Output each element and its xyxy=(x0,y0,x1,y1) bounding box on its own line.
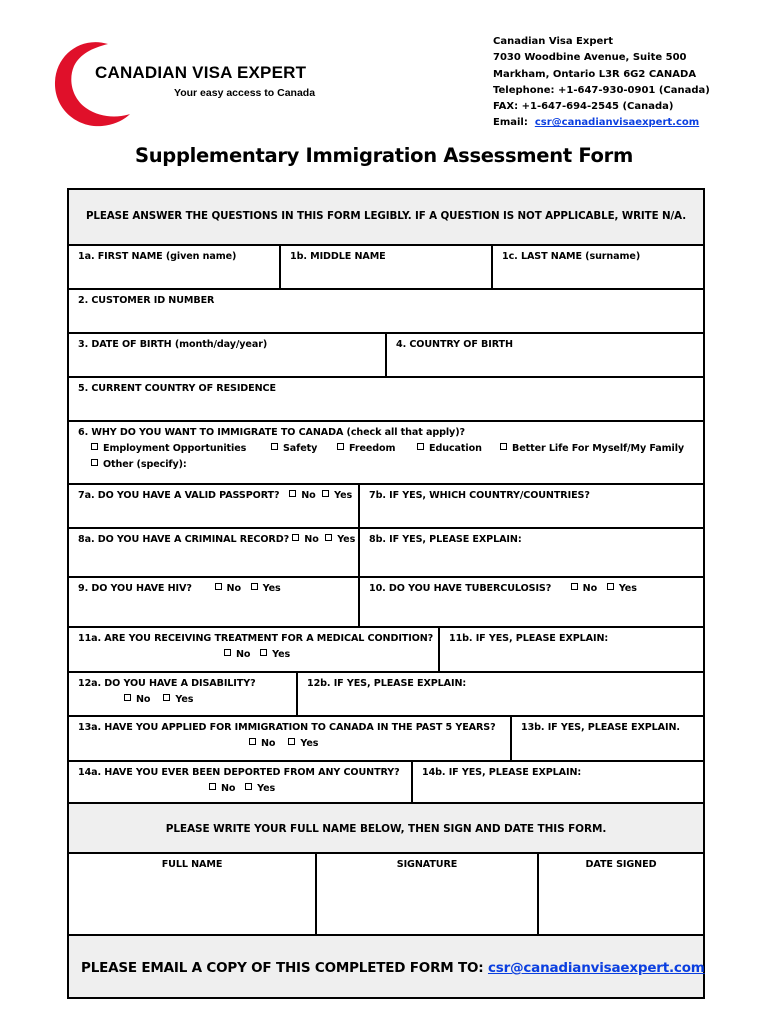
deported-row xyxy=(69,762,703,804)
last-name-label: 1c. LAST NAME (surname) xyxy=(502,251,641,262)
signature-label: SIGNATURE xyxy=(396,859,458,870)
full-name-field[interactable] xyxy=(69,854,317,934)
full-name-label: FULL NAME xyxy=(161,859,223,870)
contact-street: 7030 Woodbine Avenue, Suite 500 xyxy=(493,52,687,64)
tuberculosis-label: 10. DO YOU HAVE TUBERCULOSIS? xyxy=(369,583,552,594)
hiv-label: 9. DO YOU HAVE HIV? xyxy=(78,583,192,594)
checkbox-icon[interactable] xyxy=(337,443,344,450)
yes-label: Yes xyxy=(175,693,194,705)
contact-fax: FAX: +1-647-694-2545 (Canada) xyxy=(493,101,674,113)
hiv-question xyxy=(69,578,360,626)
option-safety[interactable] xyxy=(271,441,337,457)
contact-telephone: Telephone: +1-647-930-0901 (Canada) xyxy=(493,84,710,96)
deported-explain-field[interactable] xyxy=(413,762,703,802)
checkbox-icon[interactable] xyxy=(289,490,296,497)
checkbox-icon[interactable] xyxy=(245,783,252,790)
last-name-field[interactable] xyxy=(493,246,703,288)
disability-row xyxy=(69,673,703,717)
option-freedom[interactable] xyxy=(337,441,417,457)
footer-row xyxy=(69,936,703,997)
no-label: No xyxy=(304,534,319,545)
checkbox-icon[interactable] xyxy=(209,783,216,790)
birth-row xyxy=(69,334,703,378)
yes-label: Yes xyxy=(272,648,291,660)
no-label: No xyxy=(301,490,316,501)
no-label: No xyxy=(221,782,236,794)
tuberculosis-question xyxy=(360,578,703,626)
hiv-tb-row xyxy=(69,578,703,628)
yes-label: Yes xyxy=(618,583,637,594)
contact-email-label: Email: xyxy=(493,117,528,129)
option-other-label: Other (specify): xyxy=(103,459,187,470)
medical-explain-label: 11b. IF YES, PLEASE EXPLAIN: xyxy=(449,633,609,644)
date-of-birth-field[interactable] xyxy=(69,334,387,376)
date-signed-label: DATE SIGNED xyxy=(585,859,657,870)
checkbox-icon[interactable] xyxy=(215,583,222,590)
contact-company: Canadian Visa Expert xyxy=(493,36,613,47)
checkbox-icon[interactable] xyxy=(571,583,578,590)
checkbox-icon[interactable] xyxy=(271,443,278,450)
date-of-birth-label: 3. DATE OF BIRTH (month/day/year) xyxy=(78,339,268,350)
yes-label: Yes xyxy=(262,583,281,594)
checkbox-icon[interactable] xyxy=(288,738,295,745)
yes-label: Yes xyxy=(300,737,319,749)
checkbox-icon[interactable] xyxy=(124,694,131,701)
footer-label: PLEASE EMAIL A COPY OF THIS COMPLETED FORM TO: xyxy=(81,960,484,976)
middle-name-field[interactable] xyxy=(281,246,493,288)
contact-address-block xyxy=(493,34,710,132)
country-of-birth-field[interactable] xyxy=(387,334,703,376)
option-better-life[interactable] xyxy=(500,441,684,457)
immigration-reasons-row xyxy=(69,422,703,485)
yes-label: Yes xyxy=(334,490,353,501)
country-of-birth-label: 4. COUNTRY OF BIRTH xyxy=(396,339,513,350)
medical-explain-field[interactable] xyxy=(440,628,703,671)
criminal-record-row xyxy=(69,529,703,578)
deported-label: 14a. HAVE YOU EVER BEEN DEPORTED FROM ANY COUNTRY? xyxy=(78,767,400,778)
checkbox-icon[interactable] xyxy=(322,490,329,497)
passport-label: 7a. DO YOU HAVE A VALID PASSPORT? xyxy=(78,490,280,501)
assessment-form xyxy=(67,188,705,999)
customer-id-label: 2. CUSTOMER ID NUMBER xyxy=(78,295,215,306)
customer-id-field[interactable] xyxy=(69,290,703,334)
brand-name: CANADIAN VISA EXPERT xyxy=(95,63,307,82)
checkbox-icon[interactable] xyxy=(325,534,332,541)
previous-application-explain-field[interactable] xyxy=(512,717,703,760)
option-education[interactable] xyxy=(417,441,500,457)
disability-explain-label: 12b. IF YES, PLEASE EXPLAIN: xyxy=(307,678,467,689)
immigration-reasons-label: 6. WHY DO YOU WANT TO IMMIGRATE TO CANADA (check all that apply)? xyxy=(78,427,465,438)
option-better-life-label: Better Life For Myself/My Family xyxy=(512,443,685,454)
contact-city: Markham, Ontario L3R 6G2 CANADA xyxy=(493,68,697,80)
contact-email-line xyxy=(493,115,710,131)
disability-label: 12a. DO YOU HAVE A DISABILITY? xyxy=(78,678,256,689)
first-name-field[interactable] xyxy=(69,246,281,288)
previous-application-question xyxy=(69,717,512,760)
option-other[interactable] xyxy=(91,457,187,473)
option-freedom-label: Freedom xyxy=(349,443,396,454)
middle-name-label: 1b. MIDDLE NAME xyxy=(290,251,386,262)
passport-question xyxy=(69,485,360,527)
signature-row xyxy=(69,854,703,936)
checkbox-icon[interactable] xyxy=(91,459,98,466)
yes-label: Yes xyxy=(337,534,356,545)
names-row xyxy=(69,246,703,290)
no-label: No xyxy=(236,648,251,660)
option-education-label: Education xyxy=(429,443,482,454)
disability-question xyxy=(69,673,298,715)
first-name-label: 1a. FIRST NAME (given name) xyxy=(78,251,237,262)
passport-countries-label: 7b. IF YES, WHICH COUNTRY/COUNTRIES? xyxy=(369,490,590,501)
instructions-row xyxy=(69,190,703,246)
checkbox-icon[interactable] xyxy=(251,583,258,590)
footer-email-link[interactable]: csr@canadianvisaexpert.com xyxy=(487,960,705,976)
signature-field[interactable] xyxy=(317,854,539,934)
checkbox-icon[interactable] xyxy=(224,649,231,656)
sign-instruction-text: PLEASE WRITE YOUR FULL NAME BELOW, THEN SIGN AND DATE THIS FORM. xyxy=(165,823,607,835)
residence-label: 5. CURRENT COUNTRY OF RESIDENCE xyxy=(78,383,276,394)
no-label: No xyxy=(226,583,241,594)
contact-email-link[interactable]: csr@canadianvisaexpert.com xyxy=(534,117,700,129)
criminal-record-explain-label: 8b. IF YES, PLEASE EXPLAIN: xyxy=(369,534,522,545)
no-label: No xyxy=(136,693,151,705)
checkbox-icon[interactable] xyxy=(292,534,299,541)
previous-application-row xyxy=(69,717,703,762)
no-label: No xyxy=(582,583,598,594)
passport-row xyxy=(69,485,703,529)
checkbox-icon[interactable] xyxy=(500,443,507,450)
criminal-record-question xyxy=(69,529,360,576)
medical-label: 11a. ARE YOU RECEIVING TREATMENT FOR A MEDICAL CONDITION? xyxy=(78,633,434,644)
option-employment[interactable] xyxy=(91,441,271,457)
criminal-record-label: 8a. DO YOU HAVE A CRIMINAL RECORD? xyxy=(78,534,290,545)
sign-instruction-row xyxy=(69,804,703,854)
criminal-record-explain-field[interactable] xyxy=(360,529,703,576)
footer-text xyxy=(81,960,705,976)
canadian-visa-expert-logo-icon xyxy=(52,38,132,130)
checkbox-icon[interactable] xyxy=(417,443,424,450)
deported-question xyxy=(69,762,413,802)
checkbox-icon[interactable] xyxy=(91,443,98,450)
medical-row xyxy=(69,628,703,673)
brand-tagline: Your easy access to Canada xyxy=(174,87,316,99)
option-employment-label: Employment Opportunities xyxy=(103,443,247,454)
residence-field[interactable] xyxy=(69,378,703,422)
checkbox-icon[interactable] xyxy=(607,583,614,590)
disability-explain-field[interactable] xyxy=(298,673,703,715)
checkbox-icon[interactable] xyxy=(249,738,256,745)
yes-label: Yes xyxy=(257,782,276,794)
previous-application-explain-label: 13b. IF YES, PLEASE EXPLAIN. xyxy=(521,722,680,733)
medical-question xyxy=(69,628,440,671)
instructions-text: PLEASE ANSWER THE QUESTIONS IN THIS FORM LEGIBLY. IF A QUESTION IS NOT APPLICABLE, WRITE N/A. xyxy=(85,210,687,222)
no-label: No xyxy=(261,737,276,749)
option-safety-label: Safety xyxy=(283,443,318,454)
previous-application-label: 13a. HAVE YOU APPLIED FOR IMMIGRATION TO CANADA IN THE PAST 5 YEARS? xyxy=(78,722,496,733)
passport-countries-field[interactable] xyxy=(360,485,703,527)
deported-explain-label: 14b. IF YES, PLEASE EXPLAIN: xyxy=(422,767,582,778)
date-signed-field[interactable] xyxy=(539,854,703,934)
checkbox-icon[interactable] xyxy=(163,694,170,701)
checkbox-icon[interactable] xyxy=(260,649,267,656)
page-title: Supplementary Immigration Assessment Form xyxy=(134,144,633,167)
